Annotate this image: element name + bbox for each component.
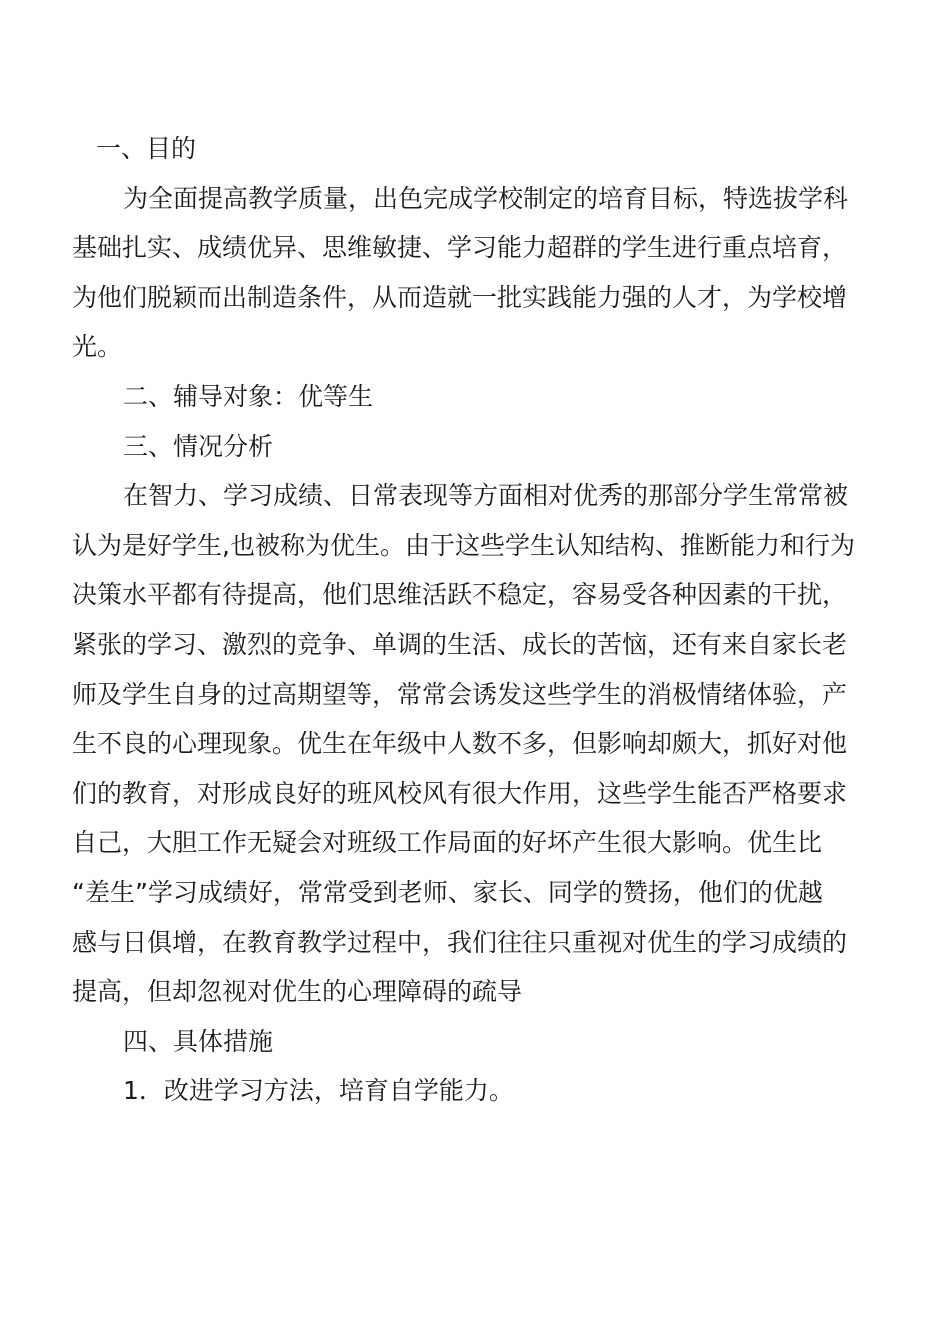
- paragraph-line: 基础扎实、成绩优异、思维敏捷、学习能力超群的学生进行重点培育，: [72, 233, 848, 263]
- paragraph-line: 师及学生自身的过高期望等，常常会诱发这些学生的消极情绪体验，产: [72, 679, 848, 709]
- paragraph-line: 光。: [72, 332, 123, 362]
- paragraph-line: “差生”学习成绩好，常常受到老师、家长、同学的赞扬，他们的优越: [72, 877, 823, 907]
- document-body: [72, 124, 872, 1116]
- paragraph-line: 感与日俱增，在教育教学过程中，我们往往只重视对优生的学习成绩的: [72, 927, 848, 957]
- paragraph-line: 紧张的学习、激烈的竞争、单调的生活、成长的苦恼，还有来自家长老: [72, 629, 848, 659]
- paragraph-line: 在智力、学习成绩、日常表现等方面相对优秀的那部分学生常常被: [123, 481, 849, 511]
- paragraph-line: 决策水平都有待提高，他们思维活跃不稳定，容易受各种因素的干扰，: [72, 580, 848, 610]
- paragraph-line: 认为是好学生,也被称为优生。由于这些学生认知结构、推断能力和行为: [72, 530, 855, 560]
- paragraph-line: 为他们脱颖而出制造条件，从而造就一批实践能力强的人才，为学校增: [72, 282, 848, 312]
- paragraph-line: 生不良的心理现象。优生在年级中人数不多，但影响却颇大，抓好对他: [72, 729, 848, 759]
- paragraph-line: 们的教育，对形成良好的班风校风有很大作用，这些学生能否严格要求: [72, 778, 848, 808]
- paragraph-line: 为全面提高教学质量，出色完成学校制定的培育目标，特选拔学科: [123, 183, 849, 213]
- section-heading-target: 二、辅导对象：优等生: [123, 381, 374, 411]
- paragraph-line: 自己，大胆工作无疑会对班级工作局面的好坏产生很大影响。优生比: [72, 828, 823, 858]
- section-heading-purpose: 一、目的: [96, 134, 197, 163]
- section-heading-measures: 四、具体措施: [123, 1026, 274, 1056]
- paragraph-line: 提高，但却忽视对优生的心理障碍的疏导: [72, 977, 523, 1007]
- list-item: 1．改进学习方法，培育自学能力。: [123, 1076, 514, 1106]
- section-heading-analysis: 三、情况分析: [123, 431, 274, 461]
